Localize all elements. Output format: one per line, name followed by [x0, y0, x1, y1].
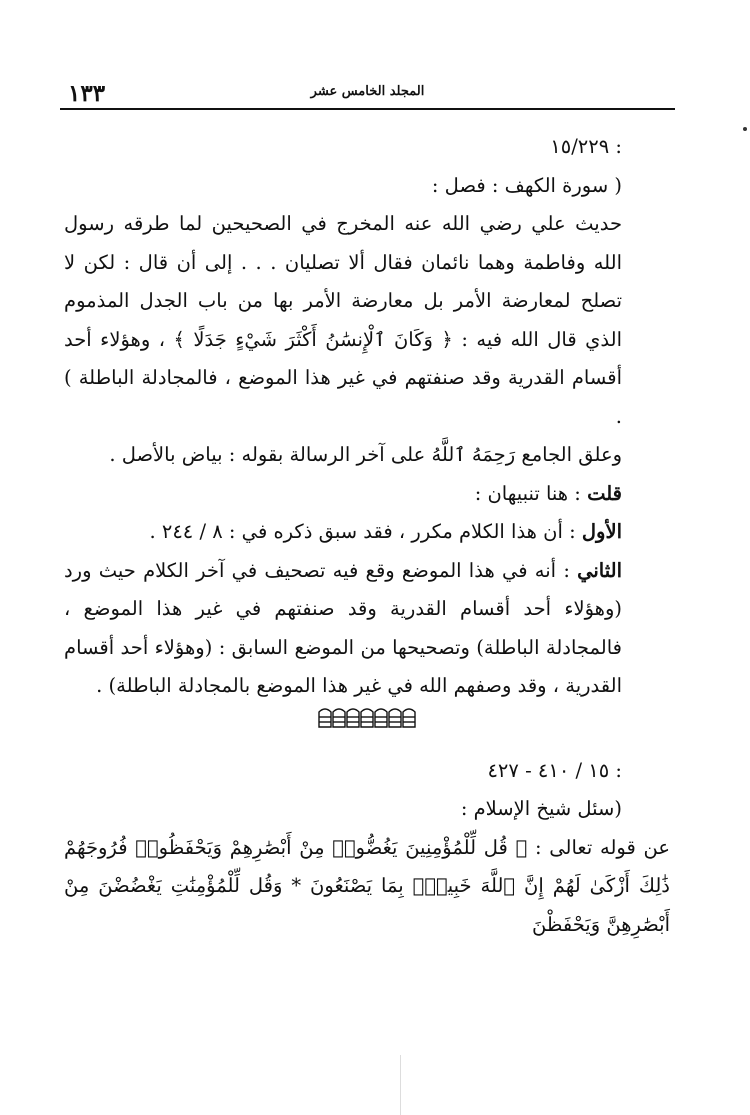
- reference-2: : ١٥ / ٤١٠ - ٤٢٧: [487, 758, 622, 782]
- paragraph-2: عن قوله تعالى : ﴿ قُل لِّلْمُؤْمِنِينَ يَغُضُّوا۟ مِنْ أَبْصَٰرِهِمْ وَيَحْفَظُوا۟ فُرُوجَهُمْ ذَٰلِكَ أَزْكَىٰ لَهُمْ إِنَّ ٱللَّهَ خَبِيرٌۢ بِمَا يَصْنَعُونَ * وَقُل لِّلْمُؤْمِنَٰتِ يَغْضُضْنَ مِنْ أَبْصَٰرِهِنَّ وَيَحْفَظْنَ: [64, 835, 670, 936]
- page-body: [64, 128, 670, 944]
- second-text: : أنه في هذا الموضع وقع فيه تصحيف في آخر الكلام حيث ورد (وهؤلاء أحد أقسام القدرية وقد صنفتهم في غير هذا الموضع ، فالمجادلة الباطلة) وتصحيحها من الموضع السابق : (وهؤلاء أحد أقسام القدرية ، وقد وصفهم الله في غير هذا الموضع بالمجادلة الباطلة) .: [64, 558, 622, 697]
- margin-dot: [743, 127, 747, 131]
- note-second: [64, 552, 670, 706]
- page-number: ١٣٣: [68, 80, 106, 107]
- second-label: الثاني: [577, 558, 622, 582]
- qult-text: : هنا تنبيهان :: [474, 481, 588, 505]
- header-rule: [60, 108, 675, 110]
- editor-comment: وعلق الجامع رَحِمَهُ ٱللَّهُ على آخر الرسالة بقوله : بياض بالأصل .: [109, 443, 622, 466]
- reference-1: : ١٥/٢٢٩: [550, 135, 622, 158]
- scan-mark: [400, 1055, 401, 1115]
- page-header: [60, 80, 675, 108]
- section-heading-1: ( سورة الكهف : فصل :: [431, 173, 622, 197]
- qult-label: قلت: [587, 481, 622, 505]
- running-title: المجلد الخامس عشر: [310, 84, 425, 99]
- note-first: [64, 513, 670, 552]
- first-text: : أن هذا الكلام مكرر ، فقد سبق ذكره في : ٨ / ٢٤٤ .: [149, 520, 582, 543]
- paragraph-1: حديث علي رضي الله عنه المخرج في الصحيحين لما طرقه رسول الله وفاطمة وهما نائمان فقال ألا تصليان . . . إلى أن قال : لكن لا تصلح لمعارضة الأمر بل معارضة الأمر بها من باب الجدل المذموم الذي قال الله فيه : ﴿ وَكَانَ ٱلْإِنسَٰنُ أَكْثَرَ شَيْءٍ جَدَلًا ﴾ ، وهؤلاء أحد أقسام القدرية وقد صنفتهم في غير هذا الموضع ، فالمجادلة الباطلة ) .: [64, 212, 622, 428]
- section-heading-2: (سئل شيخ الإسلام :: [460, 797, 622, 820]
- note-intro: [64, 475, 670, 514]
- section-divider-ornament: [64, 706, 670, 752]
- ornament-icon: [318, 706, 416, 728]
- first-label: الأول: [581, 520, 622, 543]
